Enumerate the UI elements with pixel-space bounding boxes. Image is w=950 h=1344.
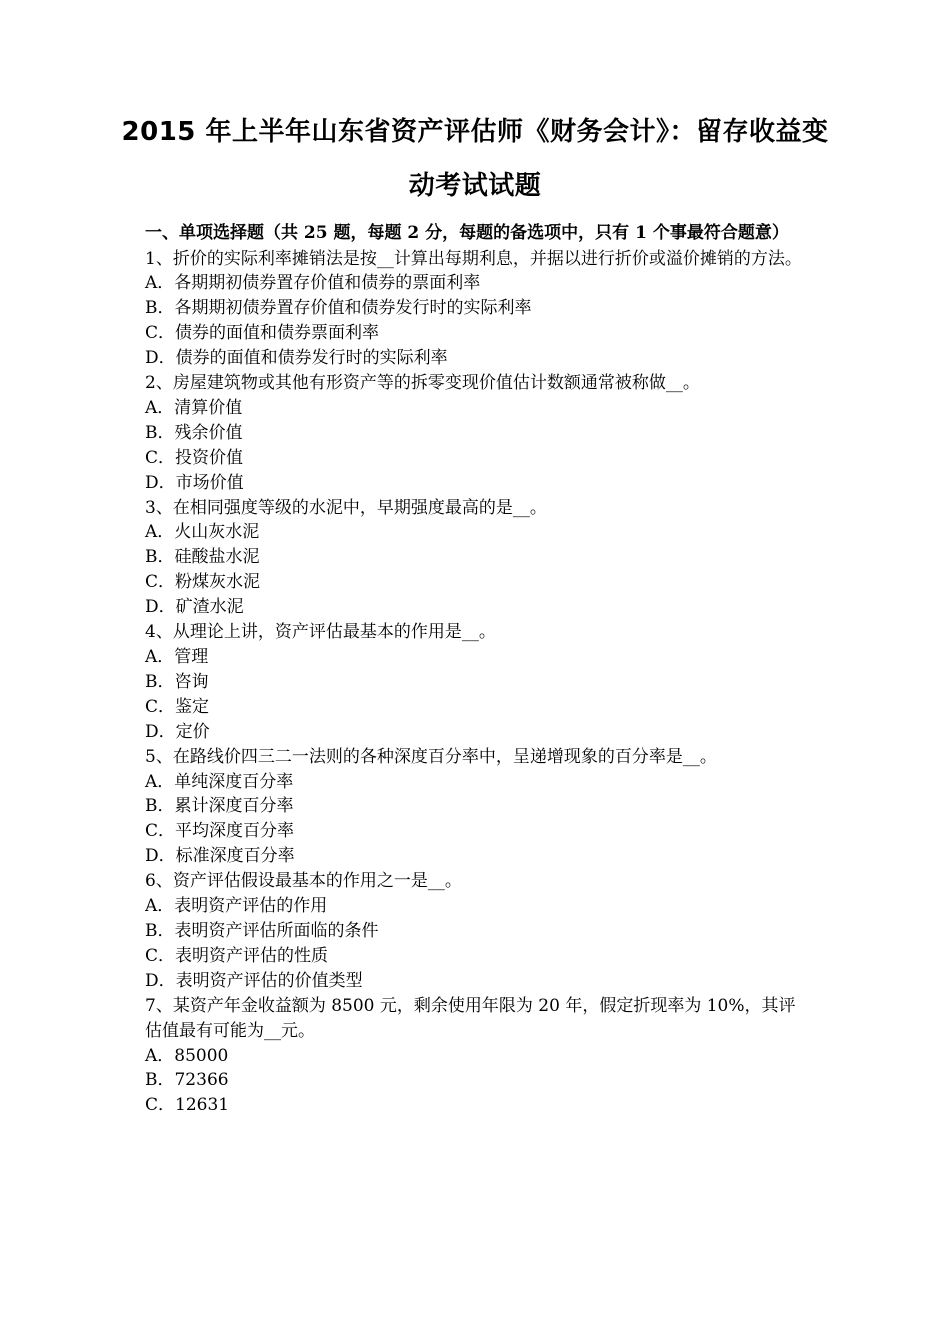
question-block xyxy=(145,869,810,994)
document-title-line-2: 动考试试题 xyxy=(408,171,542,201)
answer-option: A．表明资产评估的作用 xyxy=(145,896,328,917)
question-block xyxy=(145,994,810,1119)
answer-option: D．定价 xyxy=(145,721,210,742)
answer-option: B．表明资产评估所面临的条件 xyxy=(145,920,379,941)
answer-option: B．各期期初债券置存价值和债券发行时的实际利率 xyxy=(145,298,532,319)
answer-option: A．单纯深度百分率 xyxy=(145,771,294,792)
answer-option: B．累计深度百分率 xyxy=(145,796,294,817)
section-heading: 一、单项选择题（共 25 题，每题 2 分，每题的备选项中，只有 1 个事最符合题意） xyxy=(145,223,789,243)
document-title-line-1: 2015 年上半年山东省资产评估师《财务会计》：留存收益变 xyxy=(121,117,829,147)
answer-option: B．72366 xyxy=(145,1070,229,1091)
answer-option: D．市场价值 xyxy=(145,472,244,493)
answer-option: A．火山灰水泥 xyxy=(145,522,260,543)
answer-option: C．投资价值 xyxy=(145,447,244,468)
question-block xyxy=(145,620,810,745)
answer-option: A．管理 xyxy=(145,647,209,667)
answer-option: B．硅酸盐水泥 xyxy=(145,547,260,568)
question-block xyxy=(145,745,810,870)
answer-option: A．85000 xyxy=(145,1045,229,1066)
question-text: 3、在相同强度等级的水泥中，早期强度最高的是__。 xyxy=(145,497,547,518)
answer-option: C．表明资产评估的性质 xyxy=(145,945,329,966)
document-body xyxy=(145,221,810,1118)
answer-option: C．鉴定 xyxy=(145,696,210,717)
question-text: 6、资产评估假设最基本的作用之一是__。 xyxy=(145,871,462,892)
question-text: 4、从理论上讲，资产评估最基本的作用是__。 xyxy=(145,622,496,643)
question-block xyxy=(145,371,810,496)
question-block xyxy=(145,496,810,621)
answer-option: B．咨询 xyxy=(145,671,209,692)
question-text: 7、某资产年金收益额为 8500 元，剩余使用年限为 20 年，假定折现率为 10%，其评估值最有可能为__元。 xyxy=(145,995,796,1041)
answer-option: D．矿渣水泥 xyxy=(145,597,244,618)
answer-option: C．12631 xyxy=(145,1095,230,1116)
question-text: 1、折价的实际利率摊销法是按__计算出每期利息，并据以进行折价或溢价摊销的方法。 xyxy=(145,248,802,269)
answer-option: D．标准深度百分率 xyxy=(145,846,295,867)
answer-option: D．表明资产评估的价值类型 xyxy=(145,970,363,991)
question-block xyxy=(145,247,810,372)
answer-option: C．债券的面值和债券票面利率 xyxy=(145,323,380,344)
answer-option: B．残余价值 xyxy=(145,422,243,443)
answer-option: D．债券的面值和债券发行时的实际利率 xyxy=(145,348,448,369)
answer-option: C．平均深度百分率 xyxy=(145,821,295,842)
answer-option: C．粉煤灰水泥 xyxy=(145,572,261,593)
question-text: 5、在路线价四三二一法则的各种深度百分率中，呈递增现象的百分率是__。 xyxy=(145,746,717,767)
question-text: 2、房屋建筑物或其他有形资产等的拆零变现价值估计数额通常被称做__。 xyxy=(145,373,700,394)
answer-option: A．各期期初债券置存价值和债券的票面利率 xyxy=(145,273,481,294)
answer-option: A．清算价值 xyxy=(145,397,243,418)
